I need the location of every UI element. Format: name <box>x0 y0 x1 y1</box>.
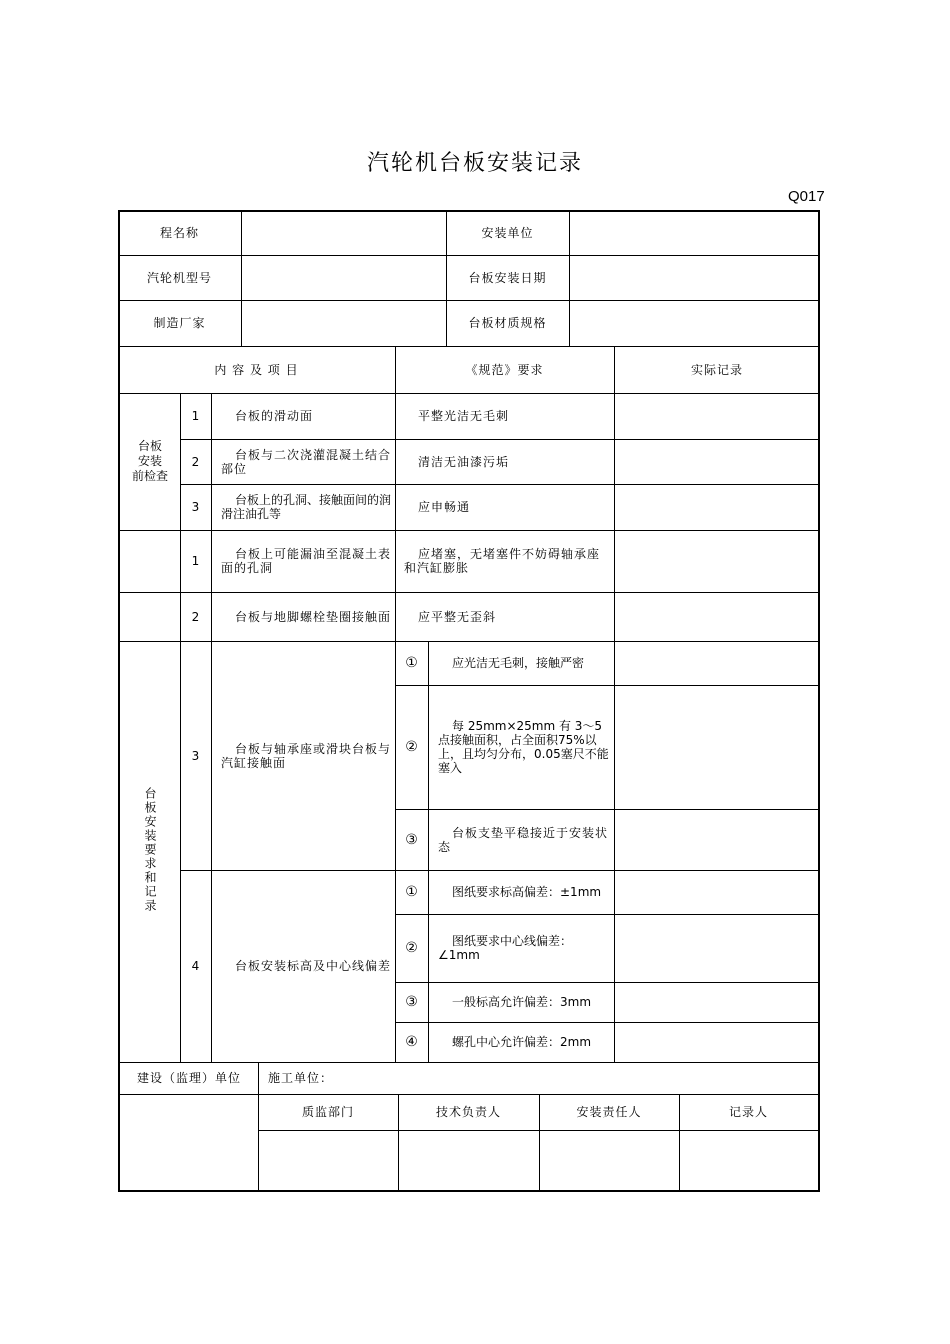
material-field[interactable] <box>574 300 814 346</box>
sub-marker: ① <box>405 884 418 900</box>
sub-marker: ① <box>405 655 418 671</box>
row-item: 台板与轴承座或滑块台板与汽缸接触面 <box>221 741 392 770</box>
form-code: Q017 <box>788 188 825 205</box>
sign-header-quality: 质监部门 <box>301 1105 354 1119</box>
row-number: 1 <box>191 554 200 568</box>
rule <box>241 210 242 346</box>
section-pre-install-label: 台板 安装 前检查 <box>131 439 168 483</box>
model-field[interactable] <box>246 255 441 300</box>
contractor-label: 施工单位： <box>268 1071 334 1085</box>
record-table <box>118 210 820 1192</box>
sub-actual[interactable] <box>618 870 814 914</box>
model-label: 汽轮机型号 <box>146 270 212 285</box>
install-unit-label: 安装单位 <box>481 225 534 240</box>
sub-marker: ③ <box>405 994 418 1010</box>
rule <box>569 210 570 346</box>
row-actual[interactable] <box>618 439 814 484</box>
install-date-field[interactable] <box>574 255 814 300</box>
row-item: 台板与地脚螺栓垫圈接触面 <box>235 609 392 624</box>
manufacturer-label: 制造厂家 <box>153 316 206 330</box>
install-date-label: 台板安装日期 <box>468 270 547 285</box>
signature-cell[interactable] <box>398 1130 539 1190</box>
sub-marker: ② <box>405 739 418 755</box>
row-requirement: 应平整无歪斜 <box>418 609 497 624</box>
rule <box>614 639 615 1062</box>
row-number: 2 <box>191 609 200 624</box>
sign-header-tech-lead: 技术负责人 <box>435 1105 501 1119</box>
row-actual[interactable] <box>618 530 814 592</box>
column-header-actual: 实际记录 <box>690 362 743 377</box>
border-bottom <box>118 1190 820 1192</box>
signature-cell[interactable] <box>539 1130 679 1190</box>
sub-actual[interactable] <box>618 982 814 1022</box>
project-name-field[interactable] <box>246 210 441 255</box>
signature-cell[interactable] <box>258 1130 398 1190</box>
row-number: 4 <box>191 959 200 973</box>
page-title: 汽轮机台板安装记录 <box>366 151 583 176</box>
sub-actual[interactable] <box>618 1022 814 1062</box>
sub-requirement: 图纸要求中心线偏差：∠1mm <box>438 934 573 962</box>
section-install-label: 台板安装要求和记录 <box>143 787 157 913</box>
row-number: 3 <box>191 500 200 514</box>
row-number: 3 <box>191 748 200 763</box>
sub-marker: ② <box>405 940 418 956</box>
material-label: 台板材质规格 <box>468 316 547 330</box>
sub-requirement: 每 25mm×25mm 有 3～5 点接触面积，占全面积75%以上，且均匀分布，0.05塞尺不能塞入 <box>438 719 609 775</box>
sub-marker: ③ <box>405 831 418 848</box>
signature-cell[interactable] <box>679 1130 818 1190</box>
sub-requirement: 台板支垫平稳接近于安装状态 <box>438 825 609 854</box>
rule <box>428 641 429 1062</box>
sub-requirement: 应光洁无毛刺，接触严密 <box>452 656 585 670</box>
row-item: 台板安装标高及中心线偏差 <box>235 959 392 973</box>
row-number: 2 <box>191 454 200 469</box>
manufacturer-field[interactable] <box>246 300 441 346</box>
sub-actual[interactable] <box>618 914 814 982</box>
row-item: 台板的滑动面 <box>235 409 314 423</box>
sign-header-install-lead: 安装责任人 <box>576 1105 642 1119</box>
row-requirement: 应申畅通 <box>418 500 471 514</box>
sub-actual[interactable] <box>618 641 814 685</box>
row-requirement: 应堵塞，无堵塞件不妨碍轴承座和汽缸膨胀 <box>404 547 601 575</box>
sub-requirement: 螺孔中心允许偏差：2mm <box>452 1035 592 1049</box>
sub-requirement: 图纸要求标高偏差：±1mm <box>452 885 602 899</box>
sub-actual[interactable] <box>618 685 814 809</box>
sub-requirement: 一般标高允许偏差：3mm <box>452 995 592 1009</box>
rule <box>211 393 212 1062</box>
row-actual[interactable] <box>618 592 814 641</box>
sub-marker: ④ <box>405 1034 418 1050</box>
row-item: 台板上的孔洞、接触面间的润滑注油孔等 <box>221 493 392 521</box>
project-name-label: 程名称 <box>159 225 199 240</box>
row-actual[interactable] <box>618 484 814 530</box>
install-unit-field[interactable] <box>574 210 814 255</box>
sub-actual[interactable] <box>618 809 814 870</box>
column-header-spec: 《规范》要求 <box>465 362 544 377</box>
row-actual[interactable] <box>618 393 814 439</box>
row-item: 台板上可能漏油至混凝土表面的孔洞 <box>221 547 392 575</box>
sign-header-recorder: 记录人 <box>728 1105 768 1119</box>
row-requirement: 平整光洁无毛刺 <box>418 409 510 423</box>
row-item: 台板与二次浇灌混凝土结合部位 <box>221 447 392 476</box>
row-requirement: 清洁无油漆污垢 <box>418 454 510 469</box>
column-header-content: 内 容 及 项 目 <box>214 362 299 377</box>
owner-unit-label: 建设（监理）单位 <box>136 1071 241 1085</box>
owner-signature-cell[interactable] <box>120 1094 258 1190</box>
row-number: 1 <box>191 409 200 423</box>
